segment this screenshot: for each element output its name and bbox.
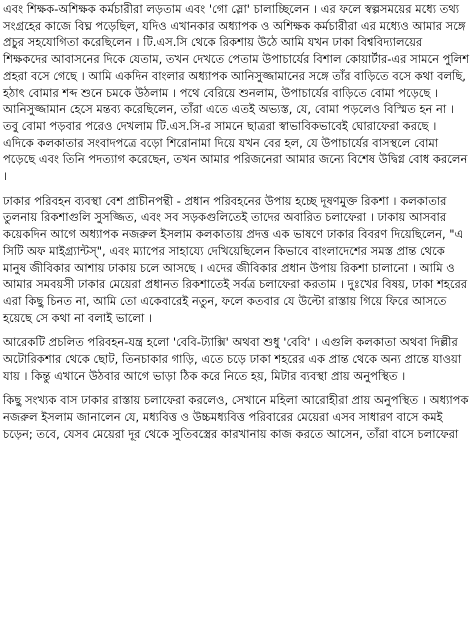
paragraph-1: এবং শিক্ষক-অশিক্ষক কর্মচারীরা লড়তাম এবং 'গো স্লো' চালাচ্ছিলেন । এর ফলে স্বল্পসময়ের মধ্যে তথ্য সংগ্রহের কাজে বিঘ্ন পড়েছিল, যদিও এখানকার অধ্যাপক ও অশিক্ষক কর্মচারীরা এর মধ্যেও আমার সঙ্গে প্রচুর সহযোগিতা করেছিলেন । টি.এস.সি থেকে রিকশায় উঠে আমি যখন ঢাকা বিশ্ববিদ্যালয়ের শিক্ষকদের আবাসনের দিকে যেতাম, তখন দেখতে পেতাম উপাচার্যের বিশাল কোয়ার্টার-এর সামনে পুলিশ প্রহরা বসে গেছে । আমি একদিন বাংলার অধ্যাপক আনিসুজ্জামানের সঙ্গে তাঁর বাড়িতে বসে কথা বলছি, হঠাৎ বোমার শব্দ শুনে চমকে উঠলাম । পথে বেরিয়ে শুনলাম, উপাচার্যের বাড়িতে বোমা পড়েছে । আনিসুজ্জামান হেসে মন্তব্য করেছিলেন, তাঁরা এতে এতই অভ্যস্ত, যে, বোমা পড়লেও বিস্মিত হন না । তবু বোমা পড়বার পরেও দেখলাম টি.এস.সি-র সামনে ছাত্ররা স্বাভাবিকভাবেই ঘোরাফেরা করছে । এদিকে কলকাতার সংবাদপত্রে বড়ো শিরোনামা দিয়ে যখন বের হল, যে উপাচার্যের বাসস্থলে বোমা পড়েছে এবং তিনি পদত্যাগ করেছেন, তখন আমার পরিজনেরা আমার জন্যে বিশেষ উদ্বিগ্ন বোধ করলেন । xyxy=(3,2,470,184)
paragraph-2: ঢাকার পরিবহন ব্যবস্থা বেশ প্রাচীনপন্থী - প্রধান পরিবহনের উপায় হচ্ছে দূষণমুক্ত রিকশা । কলকাতার তুলনায় রিকশাগুলি সুসজ্জিত, এবং সব সড়কগুলিতেই তাদের অবারিত চলাফেরা । ঢাকায় আসবার কয়েকদিন আগে অধ্যাপক নজরুল ইসলাম কলকাতায় প্রদত্ত এক ভাষণে ঢাকার বিবরণ দিয়েছিলেন, "এ সিটি অফ মাইগ্র্যান্টস্", এবং ম্যাপের সাহায্যে দেখিয়েছিলেন কিভাবে বাংলাদেশের সমস্ত প্রান্ত থেকে মানুষ জীবিকার আশায় ঢাকায় চলে আসছে । এদের জীবিকার প্রধান উপায় রিকশা চালানো । আমি ও আমার সমবয়সী ঢাকার মেয়েরা প্রধানত রিকশাতেই সর্বত্র চলাফেরা করতাম । দুঃখের বিষয়, ঢাকা শহরের এরা কিছু চিনত না, আমি তো একেবারেই নতুন, ফলে কতবার যে উল্টো রাস্তায় গিয়ে ফিরে আসতে হয়েছে সে কথা না বলাই ভালো । xyxy=(3,193,468,325)
paragraph-4: কিছু সংখ্যক বাস ঢাকার রাস্তায় চলাফেরা করলেও, সেখানে মহিলা আরোহীরা প্রায় অনুপস্থিত । অধ্যাপক নজরুল ইসলাম জানালেন যে, মধ্যবিত্ত ও উচ্চমধ্যবিত্ত পরিবারের মেয়েরা এসব সাধারণ বাসে কমই চড়েন; তবে, যেসব মেয়েরা দূর থেকে সুতিবস্ত্রের কারখানায় কাজ করতে আসেন, তাঁরা বাসে চলাফেরা xyxy=(3,393,469,441)
paragraph-3: আরেকটি প্রচলিত পরিবহন-যন্ত্র হলো 'বেবি-ট্যাক্সি' অথবা শুধু 'বেবি' । এগুলি কলকাতা অথবা দিল্লীর অটোরিকশার থেকে ছোট, তিনচাকার গাড়ি, এতে চড়ে ঢাকা শহরের এক প্রান্ত থেকে অন্য প্রান্তে যাওয়া যায় । কিন্তু এখানে উঠবার আগে ভাড়া ঠিক করে নিতে হয়, মিটার ব্যবস্থা প্রায় অনুপস্থিত । xyxy=(3,335,462,383)
